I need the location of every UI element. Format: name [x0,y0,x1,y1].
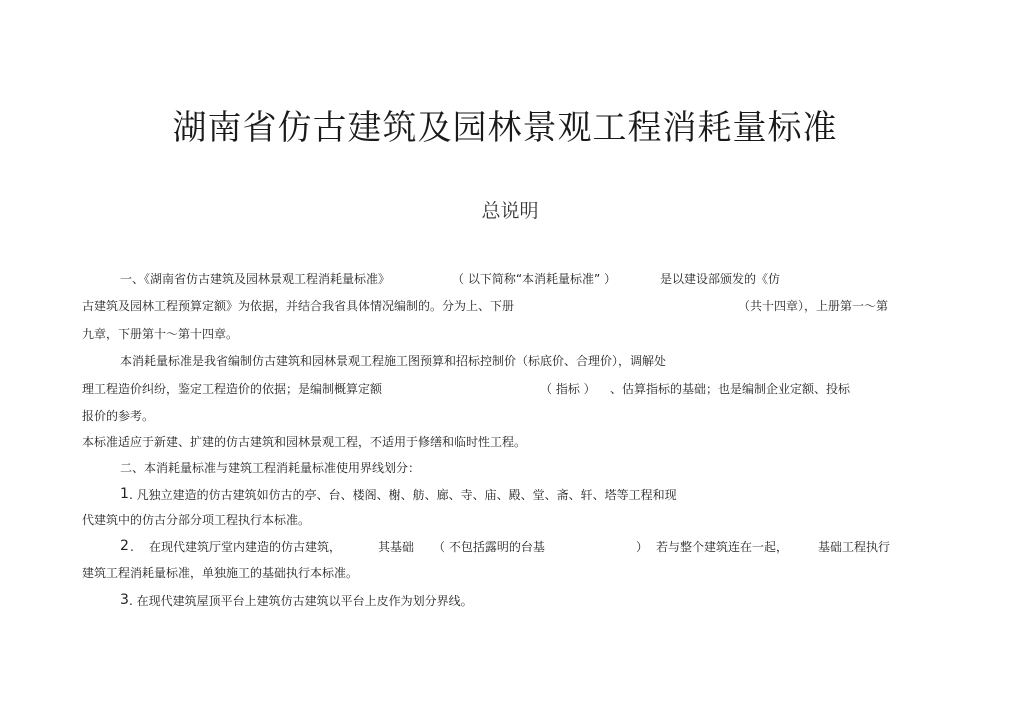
text-segment: 理工程造价纠纷，鉴定工程造价的依据；是编制概算定额 [82,382,383,396]
text-segment: 在现代建筑厅堂内建造的仿古建筑， [149,540,342,554]
text-segment: 一、《湖南省仿古建筑及园林景观工程消耗量标准》 [120,272,391,286]
text-segment: . [130,540,134,554]
text-segment: 九章，下册第十～第十四章。 [82,327,239,341]
text-segment: （共十四章），上册第一～第 [738,299,889,313]
text-segment: 二、本消耗量标准与建筑工程消耗量标准使用界线划分： [120,461,421,475]
text-segment: 、估算指标的基础；也是编制企业定额、投标 [610,382,851,396]
text-segment: 古建筑及园林工程预算定额》为依据，并结合我省具体情况编制的。分为上、下册 [82,299,515,313]
text-segment: 是以建设部颁发的《仿 [660,272,781,286]
text-segment: 代建筑中的仿古分部分项工程执行本标准。 [82,513,311,527]
section-heading: 总说明 [481,200,539,222]
text-segment: . 凡独立建造的仿古建筑如仿古的亭、台、楼阁、榭、舫、廊、寺、庙、殿、堂、斋、轩、塔等工程和现 [129,488,677,502]
text-segment: 其基础 [378,540,415,554]
text-segment: 若与整个建筑连在一起， [656,540,789,554]
text-segment: 本标准适应于新建、扩建的仿古建筑和园林景观工程，不适用于修缮和临时性工程。 [82,435,527,449]
document-title: 湖南省仿古建筑及园林景观工程消耗量标准 [172,108,838,148]
text-segment: （ 不包括露明的台基 [433,540,545,554]
item-number: 1 [120,486,129,502]
text-segment: ） [636,540,649,554]
text-segment: 本消耗量标准是我省编制仿古建筑和园林景观工程施工图预算和招标控制价（标底价、合理价），调解处 [120,354,667,368]
text-segment: （ 以下简称“本消耗量标准” ） [452,272,617,286]
text-segment: 报价的参考。 [82,409,155,423]
text-segment: （ 指标 ） [540,382,596,396]
text-segment: 建筑工程消耗量标准，单独施工的基础执行本标准。 [82,566,359,580]
text-segment: 基础工程执行 [818,540,891,554]
item-number: 2 [120,538,129,554]
text-segment: . 在现代建筑屋顶平台上建筑仿古建筑以平台上皮作为划分界线。 [129,594,473,608]
item-number: 3 [120,592,129,608]
